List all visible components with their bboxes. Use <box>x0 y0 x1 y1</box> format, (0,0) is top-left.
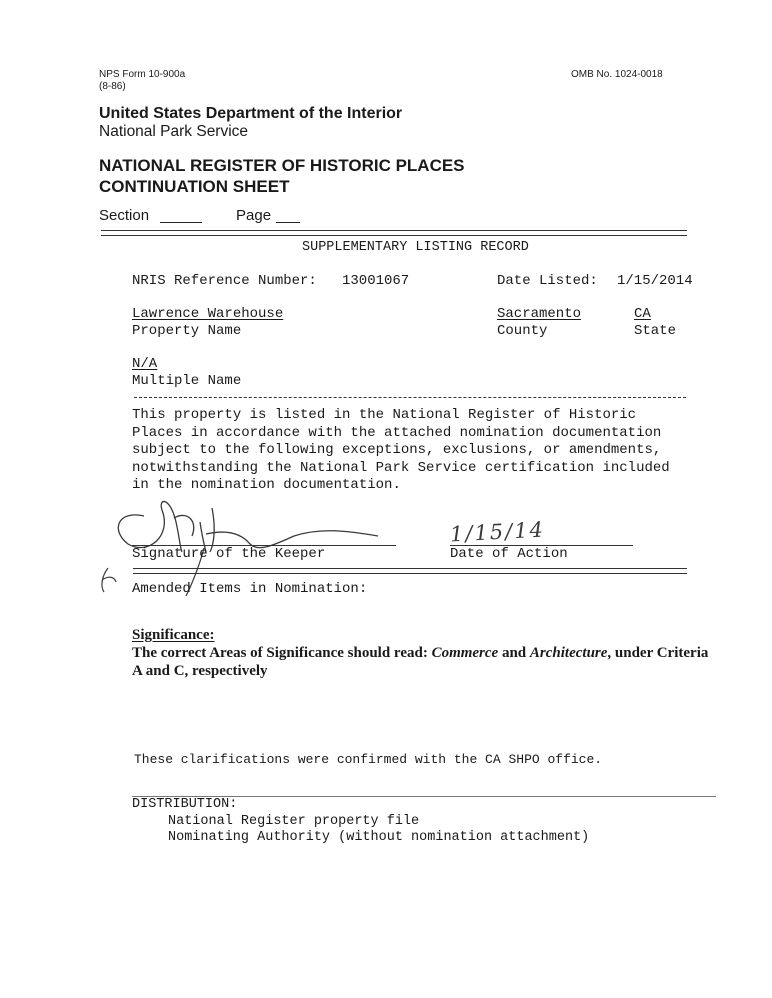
double-rule-top <box>101 230 687 236</box>
agency-name: National Park Service <box>99 123 249 140</box>
dashed-divider <box>134 397 686 398</box>
clarification-note: These clarifications were confirmed with the CA SHPO office. <box>134 752 603 767</box>
distribution-label: DISTRIBUTION: <box>132 797 238 812</box>
property-name-label: Property Name <box>132 323 242 339</box>
date-listed-value: 1/15/2014 <box>617 273 693 289</box>
area-architecture: Architecture <box>529 645 608 661</box>
handwritten-date: 1/15/14 <box>449 517 546 547</box>
property-name: Lawrence Warehouse <box>132 306 284 322</box>
date-of-action-label: Date of Action <box>450 546 568 562</box>
county-value: Sacramento <box>497 306 582 322</box>
state-value: CA <box>634 306 651 322</box>
listing-statement: This property is listed in the National Register of Historic Places in accordance with the attached nomination documentation subject to the following exceptions, exclusions, or amendments, notwithstanding the National Park Service certification included in the nomination documentation. <box>132 407 670 493</box>
nris-label: NRIS Reference Number: <box>132 273 317 289</box>
county-label: County <box>497 323 548 339</box>
area-commerce: Commerce <box>431 645 499 661</box>
multiple-name: N/A <box>132 356 158 372</box>
nris-number: 13001067 <box>342 273 410 289</box>
signature-label: Signature of the Keeper <box>132 546 326 562</box>
date-listed-label: Date Listed: <box>497 273 598 289</box>
significance-correction: The correct Areas of Significance should read: Commerce and Architecture, under Criteria <box>132 645 709 661</box>
department-title: United States Department of the Interior <box>99 105 403 122</box>
omb-number: OMB No. 1024-0018 <box>571 69 663 80</box>
amended-items-label: Amended Items in Nomination: <box>132 581 368 597</box>
form-number: NPS Form 10-900a <box>99 69 186 80</box>
register-title: NATIONAL REGISTER OF HISTORIC PLACES <box>99 156 465 175</box>
significance-heading: Significance: <box>132 627 215 643</box>
continuation-sheet-title: CONTINUATION SHEET <box>99 177 290 196</box>
state-label: State <box>634 323 677 339</box>
record-title: SUPPLEMENTARY LISTING RECORD <box>302 240 529 255</box>
distribution-item: National Register property file <box>168 814 420 829</box>
form-date: (8-86) <box>99 81 126 92</box>
double-rule-middle <box>133 568 687 574</box>
distribution-item: Nominating Authority (without nomination attachment) <box>168 830 590 845</box>
section-label: Section <box>99 207 150 224</box>
section-blank[interactable] <box>160 222 202 223</box>
page-label: Page <box>236 207 272 224</box>
multiple-name-label: Multiple Name <box>132 373 242 389</box>
page-blank[interactable] <box>276 222 300 223</box>
significance-correction-line2: A and C, respectively <box>132 663 268 679</box>
